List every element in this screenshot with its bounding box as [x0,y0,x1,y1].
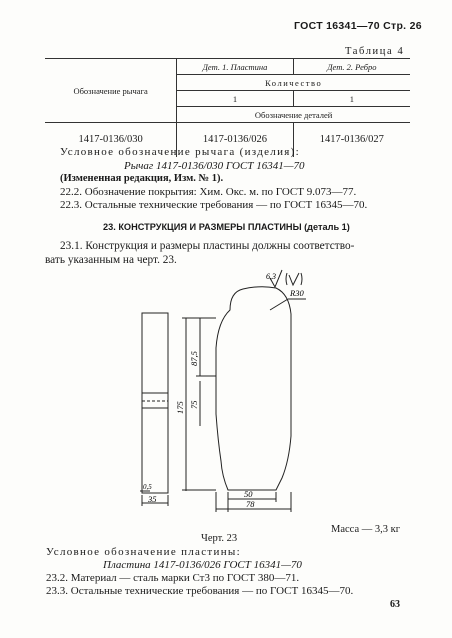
part2-code-cell: 1417-0136/027 [293,123,410,157]
part1-code-cell: 1417-0136/026 [177,123,293,157]
dim-35: 35 [148,494,157,504]
mass-label: Масса — 3,3 кг [331,524,401,535]
clause-23-2: 23.2. Материал — сталь марки Ст3 по ГОСТ 380—71. [46,572,300,584]
dim-75: 75 [189,400,199,409]
drawing-23 [120,266,420,526]
section-23-title: 23. КОНСТРУКЦИЯ И РАЗМЕРЫ ПЛАСТИНЫ (деталь 1) [103,222,350,232]
plate-designation-label: Условное обозначение пластины: [46,546,241,558]
clause-23-1-line2: вать указанным на черт. 23. [45,254,177,266]
plate-outline [216,287,291,490]
clause-23-1-line1: 23.1. Конструкция и размеры пластины должны соответство- [60,240,355,252]
col-header-2: Дет. 2. Ребро [293,59,410,75]
table-caption: Таблица 4 [345,46,405,57]
roughness-value: 6,3 [266,272,276,281]
table-4 [45,58,410,157]
side-view [142,313,168,493]
dim-175: 175 [175,401,185,414]
dim-78: 78 [246,499,255,509]
clause-23-3: 23.3. Остальные технические требования — по ГОСТ 16345—70. [46,585,354,597]
plate-designation-value: Пластина 1417-0136/026 ГОСТ 16341—70 [103,559,302,571]
page-header: ГОСТ 16341—70 Стр. 26 [294,20,422,32]
radius-label: R30 [290,288,304,298]
col-header-1: Дет. 1. Пластина [177,59,293,75]
clause-22-3: 22.3. Остальные технические требования — по ГОСТ 16345—70. [60,199,368,211]
dim-0-5: 0,5 [143,483,152,491]
quantity-2: 1 [293,91,410,107]
row-header-cell: Обозначение рычага [45,59,177,123]
clause-22-2: 22.2. Обозначение покрытия: Хим. Окс. м. по ГОСТ 9.073—77. [60,186,357,198]
lever-designation-label: Условное обозначение рычага (изделия): [60,146,300,158]
quantity-1: 1 [177,91,293,107]
figure-caption: Черт. 23 [201,533,238,544]
dim-87-5: 87,5 [189,351,199,366]
lever-designation-value: Рычаг 1417-0136/030 ГОСТ 16341—70 [124,160,305,172]
parts-label: Обозначение деталей [177,107,410,123]
edition-note: (Измененная редакция, Изм. № 1). [60,173,224,184]
quantity-label: Количество [177,75,410,91]
lever-code-cell: 1417-0136/030 [45,123,177,157]
dim-50: 50 [244,489,253,499]
page-number: 63 [390,599,400,610]
